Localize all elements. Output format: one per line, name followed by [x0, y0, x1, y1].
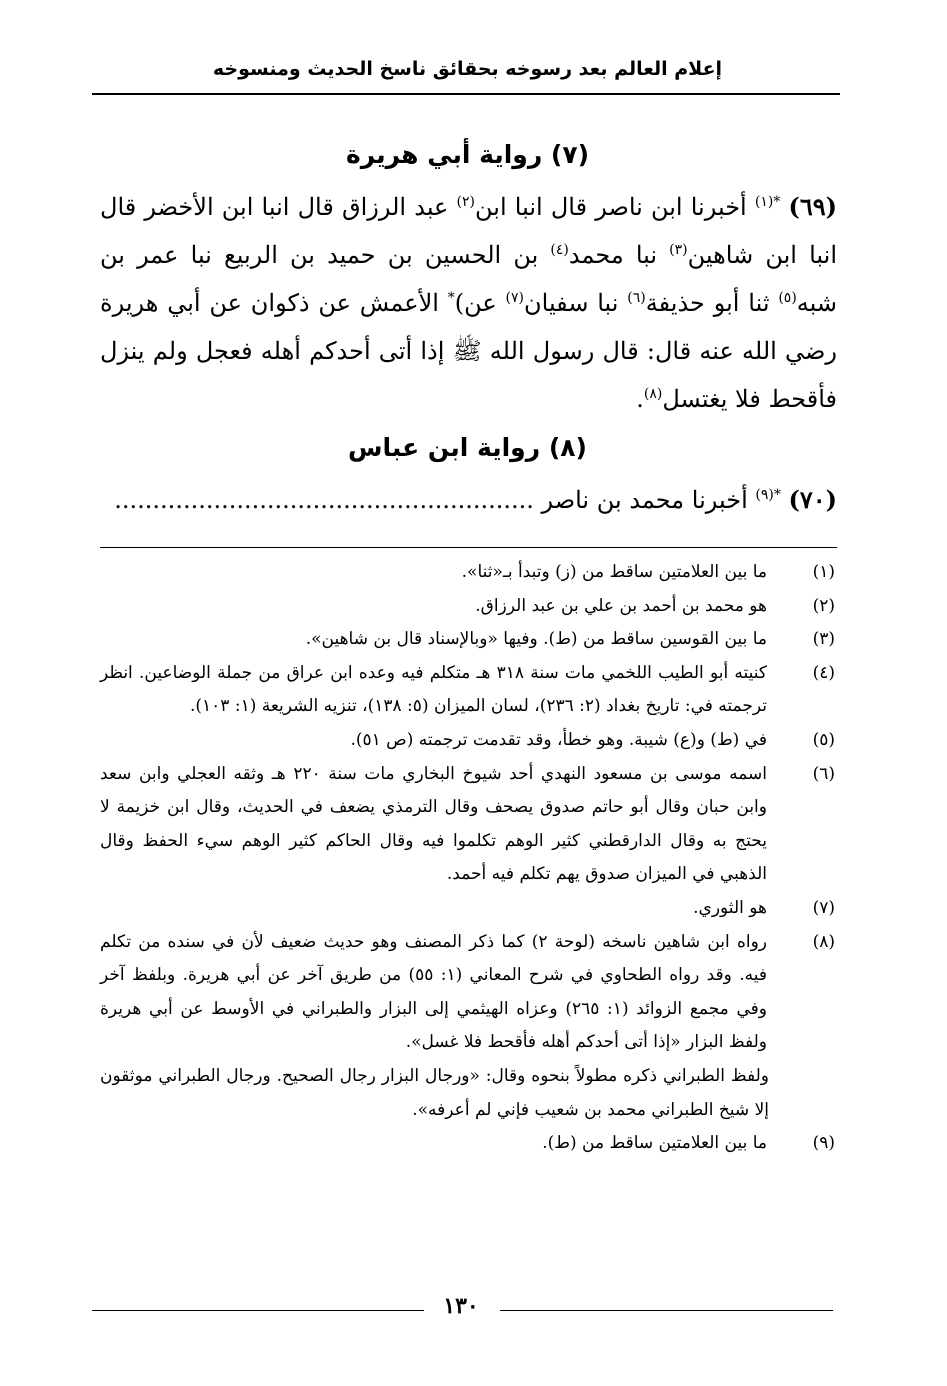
hadith-text: ثنا أبو حذيفة: [645, 289, 779, 317]
footnote-text: هو الثوري.: [693, 897, 767, 918]
continuation-dots: .......................................................: [114, 486, 542, 514]
footnote-number: (١): [812, 562, 835, 582]
hadith-text: .: [636, 385, 644, 413]
hadith-text: عن): [454, 289, 506, 317]
footnote-item: [100, 1127, 837, 1161]
footnote-number: (٣): [812, 629, 835, 650]
hadith-text: عبد الرزاق قال انبا ابن الأخضر قال انبا ابن شاهين: [100, 193, 837, 269]
footnote-separator: [100, 547, 837, 548]
footer-rule-right: [500, 1310, 833, 1311]
footnote-ref: (٢): [456, 194, 476, 210]
footnote-text: ما بين العلامتين ساقط من (ط).: [542, 1133, 767, 1154]
page-number: ١٣٠: [443, 1293, 479, 1319]
footnote-continuation: ولفظ الطبراني ذكره مطولاً بنحوه وقال: «ورجال البزار رجال الصحيح. ورجال الطبراني موثقون إلا شيخ الطبراني محمد بن شعيب فإني لم أعرفه».: [100, 1065, 769, 1120]
footnote-item: [100, 623, 837, 657]
section-title-abu-hurayra: (٧) رواية أبي هريرة: [345, 140, 590, 169]
footnote-text: اسمه موسى بن مسعود النهدي أحد شيوخ البخاري مات سنة ٢٢٠ هـ وثقه العجلي وابن سعد وابن حبان وقال أبو حاتم صدوق يصحف وقال الترمذي يضعف في الحديث، وقال ابن خزيمة لا يحتج به وقال الدارقطني كثير الوهم تكلموا فيه وقال الحاكم كثير الوهم سيء الحفظ وقال الذهبي في الميزان صدوق يهم تكلم فيه أحمد.: [100, 763, 767, 885]
footnote-item: [100, 556, 837, 590]
footnote-item: [100, 724, 837, 758]
footnote-text: في (ط) و(ع) شيبة. وهو خطأ، وقد تقدمت ترجمته (ص ٥١).: [350, 729, 767, 750]
footnote-text: هو محمد بن أحمد بن علي بن عبد الرزاق.: [475, 595, 767, 616]
hadith-text: بن الحسين بن حميد بن الربيع نبا عمر بن شبه: [100, 241, 837, 317]
footnote-ref: (٨): [643, 386, 663, 402]
footnote-number: (٧): [812, 897, 835, 918]
section-title-ibn-abbas: (٨) رواية ابن عباس: [348, 433, 587, 462]
hadith-number: (٦٩): [788, 192, 838, 221]
star-mark: *: [773, 194, 781, 210]
footnote-number: (٩): [812, 1133, 835, 1154]
footnote-text: ما بين القوسين ساقط من (ط). وفيها «وبالإسناد قال بن شاهين».: [305, 629, 767, 650]
footnote-ref: (٣): [669, 242, 688, 258]
footnote-item: [100, 590, 837, 624]
footnote-item: [100, 657, 837, 724]
hadith-number: (٧٠): [788, 485, 837, 514]
footnote-text: كنيته أبو الطيب اللخمي مات سنة ٣١٨ هـ متكلم فيه وعده ابن عراق من جملة الوضاعين. انظر ترجمته في: تاريخ بغداد (٢: ٢٣٦)، لسان الميزان (٥: ١٣٨)، تنزيه الشريعة (١: ١٠٣).: [100, 662, 767, 717]
footnote-item: [100, 926, 837, 1060]
running-title: إعلام العالم بعد رسوخه بحقائق ناسخ الحديث ومنسوخه: [212, 58, 723, 80]
footnote-number: (٤): [812, 662, 835, 683]
hadith-70-paragraph: [100, 476, 837, 524]
footnote-ref: (٤): [550, 242, 569, 258]
hadith-69-paragraph: [100, 183, 837, 423]
footnote-number: (٦): [812, 763, 835, 784]
footnote-item: [100, 892, 837, 926]
hadith-text: أخبرنا محمد بن ناصر: [541, 486, 756, 514]
footnote-ref: (٧): [505, 290, 524, 306]
footnote-ref: (٥): [778, 290, 797, 306]
footnote-number: (٢): [812, 595, 835, 616]
star-mark: *: [447, 290, 455, 306]
footnotes: [100, 556, 837, 1161]
footnote-text: رواه ابن شاهين ناسخه (لوحة ٢) كما ذكر المصنف وهو حديث ضعيف لأن في سنده من تكلم فيه. وقد رواه الطحاوي في شرح المعاني (١: ٥٥) من طريق آخر عن أبي هريرة. وبلفظ آخر وفي مجمع الزوائد (١: ٢٦٥) وعزاه الهيثمي إلى البزار والطبراني في الأوسط عن أبي هريرة ولفظ البزار «إذا أتى أحدكم أهله فأقحط فلا غسل».: [100, 931, 768, 1053]
hadith-text: الأعمش عن ذكوان عن أبي هريرة رضي الله عنه قال: قال رسول الله ﷺ إذا أتى أحدكم أهله فعجل ولم ينزل فأقحط فلا يغتسل: [100, 289, 837, 413]
hadith-text: أخبرنا ابن ناصر قال انبا ابن: [475, 193, 755, 221]
footer-rule-left: [92, 1310, 424, 1311]
hadith-text: نبا سفيان: [524, 289, 628, 317]
header-rule: [92, 93, 840, 95]
footnote-text: ما بين العلامتين ساقط من (ز) وتبدأ بـ«ثنا».: [461, 562, 767, 582]
footnote-ref: (٩): [755, 487, 774, 503]
footnote-item: [100, 758, 837, 892]
footnote-ref: (١): [754, 194, 774, 210]
footnote-number: (٥): [812, 729, 835, 750]
hadith-text: نبا محمد: [568, 241, 670, 269]
footnote-number: (٨): [812, 931, 835, 952]
star-mark: *: [773, 487, 781, 503]
footnote-ref: (٦): [627, 290, 646, 306]
